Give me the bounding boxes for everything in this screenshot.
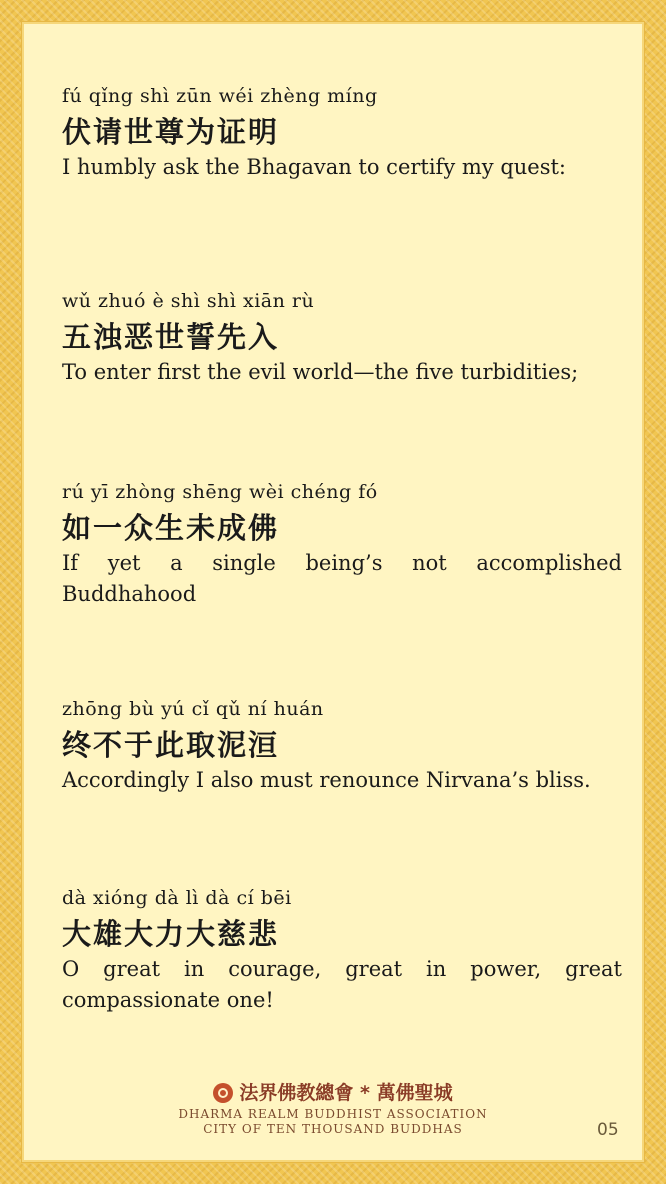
english-line: O great in courage, great in power, great compassionate one! [62, 957, 622, 1012]
verse-stanza-4 [62, 697, 622, 796]
chinese-line: 伏请世尊为证明 [62, 115, 280, 149]
pinyin-line: rú yī zhòng shēng wèi chéng fó [62, 481, 378, 503]
verse-stanza-2 [62, 289, 622, 388]
pinyin-line: fú qǐng shì zūn wéi zhèng míng [62, 85, 378, 107]
chinese-line: 终不于此取泥洹 [62, 728, 280, 762]
pinyin-line: wǔ zhuó è shì shì xiān rù [62, 290, 315, 312]
chinese-line: 五浊恶世誓先入 [62, 320, 280, 354]
chinese-line: 如一众生未成佛 [62, 511, 280, 545]
city-name-english: CITY OF TEN THOUSAND BUDDHAS [203, 1122, 463, 1136]
pinyin-line: zhōng bù yú cǐ qǔ ní huán [62, 698, 324, 720]
association-name-english: DHARMA REALM BUDDHIST ASSOCIATION [178, 1107, 488, 1121]
chinese-line: 大雄大力大慈悲 [62, 917, 280, 951]
dharma-wheel-seal-icon [213, 1083, 233, 1103]
page-number: 05 [597, 1120, 619, 1140]
association-title [213, 1080, 452, 1106]
verse-stanza-5 [62, 886, 622, 1016]
english-line: I humbly ask the Bhagavan to certify my quest: [62, 155, 567, 179]
pinyin-line: dà xióng dà lì dà cí bēi [62, 887, 292, 909]
english-line: Accordingly I also must renounce Nirvana’s bliss. [62, 768, 591, 792]
verse-stanza-1 [62, 84, 622, 183]
verse-stanza-3 [62, 480, 622, 610]
association-name-chinese: 法界佛教總會 * 萬佛聖城 [239, 1082, 453, 1104]
english-line: To enter first the evil world—the five turbidities; [62, 360, 579, 384]
association-footer [0, 1080, 666, 1137]
english-line: If yet a single being’s not accomplished Buddhahood [62, 551, 622, 606]
